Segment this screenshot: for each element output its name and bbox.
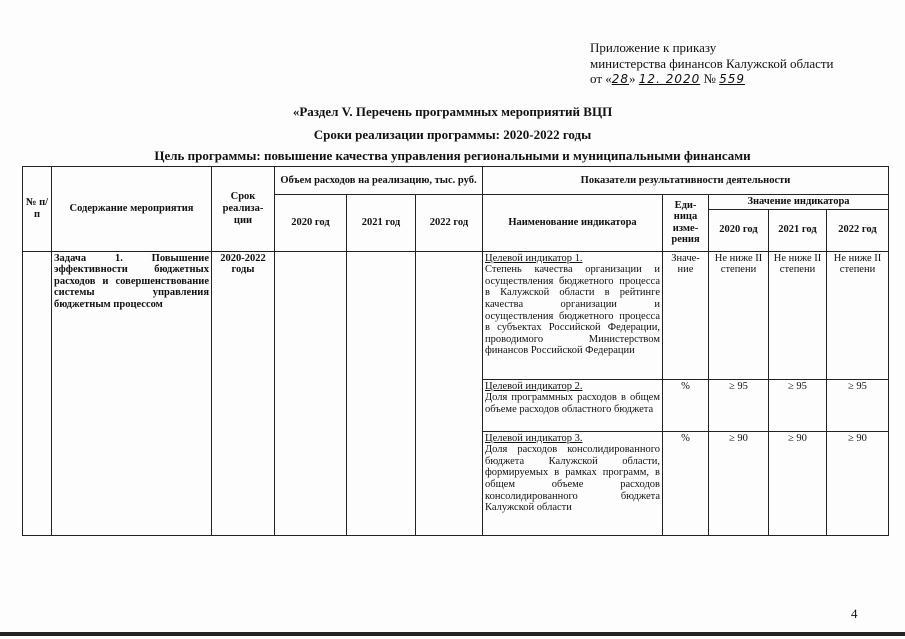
header-unit: Еди-ница изме-рения: [663, 195, 709, 252]
indicator-3-unit: %: [663, 431, 709, 535]
scan-edge-divider: [0, 632, 905, 636]
header-value-2021: 2021 год: [769, 209, 827, 251]
indicator-3-v2022: ≥ 90: [827, 431, 889, 535]
header-expenses: Объем расходов на реализацию, тыс. руб.: [275, 167, 483, 195]
indicator-2-v2021: ≥ 95: [769, 379, 827, 431]
indicator-3-v2021: ≥ 90: [769, 431, 827, 535]
indicator-3-head: Целевой индикатор 3.: [485, 432, 583, 444]
indicator-1-name: [483, 251, 663, 379]
annex-day: 28: [611, 72, 630, 86]
indicator-2-name: [483, 379, 663, 431]
period-title: Сроки реализации программы: 2020-2022 годы: [313, 127, 592, 142]
indicator-1-v2021: Не ниже II степени: [769, 251, 827, 379]
expense-2020-cell: [275, 251, 347, 535]
task-term: 2020-2022 годы: [212, 251, 275, 535]
annex-number: 559: [719, 72, 746, 86]
indicator-1-head: Целевой индикатор 1.: [485, 252, 583, 264]
indicator-3-text: Доля расходов консолидированного бюджета Калужской области, формируемых в рамках программ, в общем объеме расходов консолидированного бюджета Калужской области: [485, 444, 660, 514]
annex-date-mid: »: [629, 71, 636, 86]
goal-title: Цель программы: повышение качества управления региональными и муниципальными финансами: [154, 148, 751, 163]
indicator-2-unit: %: [663, 379, 709, 431]
header-value-2022: 2022 год: [827, 209, 889, 251]
section-title: «Раздел V. Перечень программных мероприятий ВЦП: [292, 104, 613, 119]
header-value-2020: 2020 год: [709, 209, 769, 251]
indicator-2-head: Целевой индикатор 2.: [485, 380, 583, 392]
indicator-1-v2020: Не ниже II степени: [709, 251, 769, 379]
annex-line-3: [590, 71, 834, 88]
header-content: Содержание мероприятия: [52, 167, 212, 252]
indicator-3-v2020: ≥ 90: [709, 431, 769, 535]
header-term: Срок реализа-ции: [212, 167, 275, 252]
expense-2022-cell: [416, 251, 483, 535]
header-indicator-name: Наименование индикатора: [483, 195, 663, 252]
indicator-3-name: [483, 431, 663, 535]
header-2020: 2020 год: [275, 195, 347, 252]
measures-table: [22, 166, 889, 536]
indicator-2-v2022: ≥ 95: [827, 379, 889, 431]
annex-date-prefix: от «: [590, 71, 612, 86]
annex-number-label: №: [703, 71, 716, 86]
indicator-1-unit: Значе-ние: [663, 251, 709, 379]
header-num: № п/п: [23, 167, 52, 252]
page-number: 4: [851, 606, 858, 621]
annex-block: [590, 40, 834, 88]
header-indicators: Показатели результативности деятельности: [483, 167, 889, 195]
expense-2021-cell: [347, 251, 416, 535]
header-indicator-value: Значение индикатора: [709, 195, 889, 210]
task-text: Задача 1. Повышение эффективности бюджетных расходов и совершенствование системы управления бюджетным процессом: [52, 251, 212, 535]
indicator-1-v2022: Не ниже II степени: [827, 251, 889, 379]
indicator-2-text: Доля программных расходов в общем объеме расходов областного бюджета: [485, 392, 660, 415]
indicator-2-v2020: ≥ 95: [709, 379, 769, 431]
indicator-1-text: Степень качества организации и осуществления бюджетного процесса в Калужской области в рейтинге качества организации и осуществления бюджетного процесса в субъектах Российской Федерации, проводимого Министерством финансов Российской Федерации: [485, 264, 660, 357]
annex-month-year: 12. 2020: [638, 72, 701, 86]
annex-line-1: Приложение к приказу: [590, 40, 717, 55]
header-2022: 2022 год: [416, 195, 483, 252]
annex-line-2: министерства финансов Калужской области: [590, 55, 834, 71]
header-2021: 2021 год: [347, 195, 416, 252]
row-num-cell: [23, 251, 52, 535]
table-row: [23, 251, 889, 379]
